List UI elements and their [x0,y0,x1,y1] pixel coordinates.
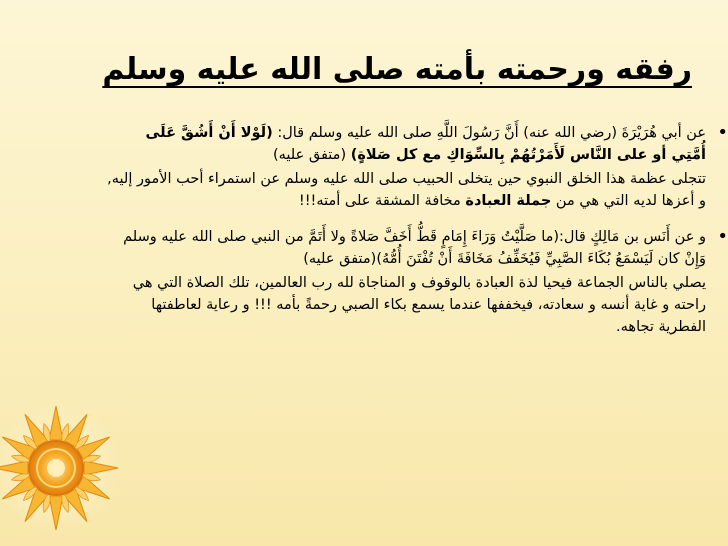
sun-svg [0,392,130,546]
hadith-1-text: (لَوْلا أَنْ أَشُقَّ عَلَى أُمَّتِي أو على النَّاس لَأَمَرْتُهُمْ بِالسِّوَاكِ مع كل صَلاةٍ) [145,125,706,163]
sun-decoration-icon [0,392,130,546]
comment-2 [106,272,706,338]
comment-1-bold: جملة العبادة [465,193,552,209]
comment-1-part2: مخافة المشقة على أمته!!! [298,193,466,209]
bullet-item-1 [106,122,728,166]
slide-content [106,122,728,338]
bullet-item-2 [106,226,728,270]
comment-1 [106,168,706,212]
comment-2-text: يصلي بالناس الجماعة فيحيا لذة العبادة بالوقوف و المناجاة لله رب العالمين، تلك الصلاة التي هي راحته و غاية أنسه و سعادته، فيخففها عندما يسمع بكاء الصبي رحمةً بأمه !!! و رعاية لعاطفتها الفطرية تجاهه. [132,275,706,335]
spacer [106,212,706,226]
bullet-icon: • [717,226,728,247]
comment-1-part1: تتجلى عظمة هذا الخلق النبوي حين يتخلى الحبيب صلى الله عليه وسلم عن استمراء أحب الأمور إليه, و أعزها لديه التي هي من [107,171,706,209]
hadith-1-source: (متفق عليه) [273,147,347,163]
bullet-icon: • [717,122,728,143]
hadith-2-text: و عن أَنَس بن مَالِكٍ قال:(ما صَلَّيْتُ وَرَاءَ إِمَامٍ قَطُّ أَخَفَّ صَلاةً ولا أَتَمَّ من النبي صلى الله عليه وسلم وَإِنْ كان لَيَسْمَعُ بُكَاءَ الصَّبِيِّ فَيُخَفِّفُ مَخَافَةَ أَنْ تُفْتَنَ أُمُّهُ)(متفق عليه) [123,229,706,267]
slide-title: رفقه ورحمته بأمته صلى الله عليه وسلم [102,52,692,87]
hadith-1-intro: عن أبي هُرَيْرَةَ (رضي الله عنه) أَنَّ رَسُولَ اللَّهِ صلى الله عليه وسلم قال: [277,125,706,141]
